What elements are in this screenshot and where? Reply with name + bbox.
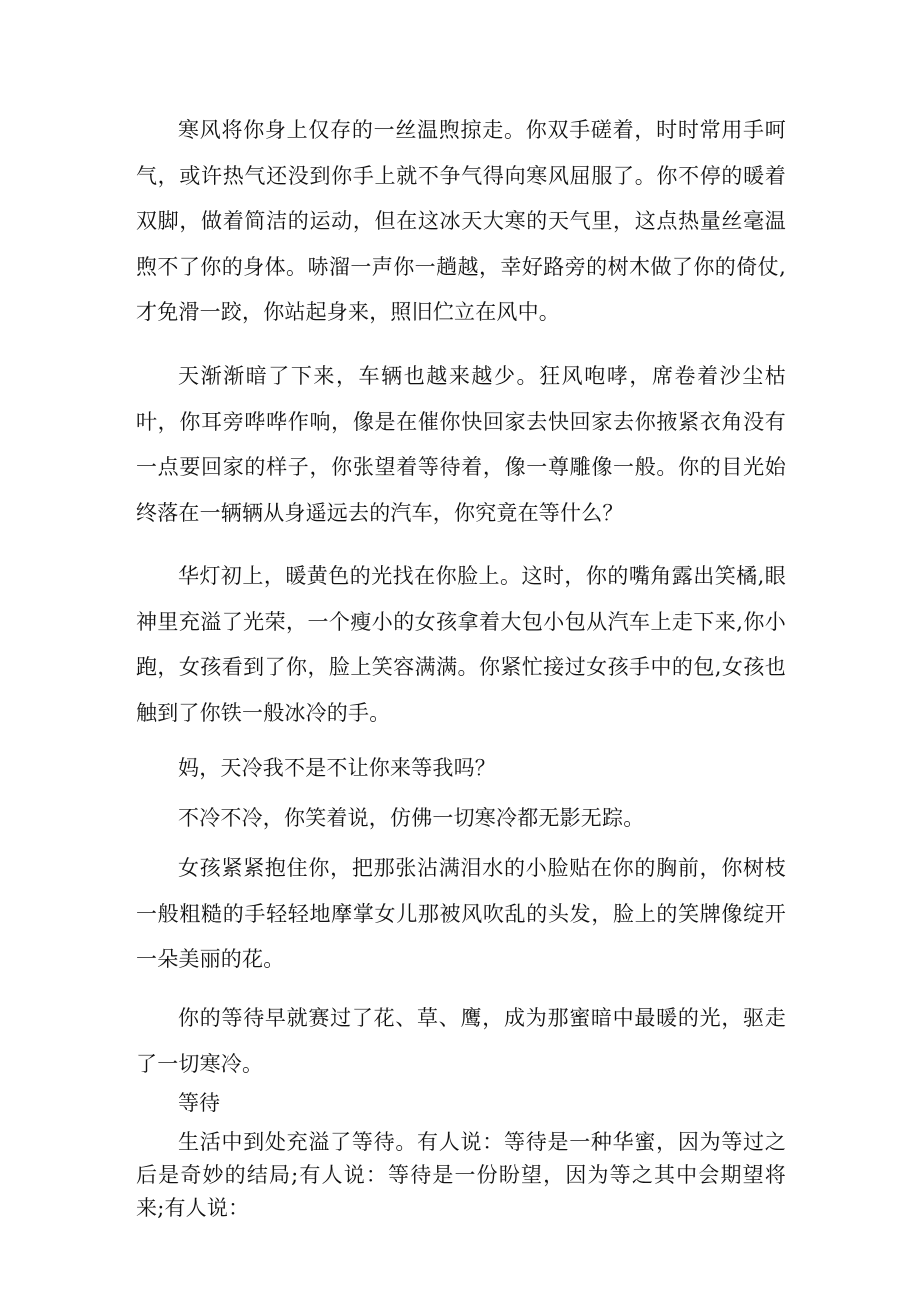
paragraph-1: 寒风将你身上仅存的一丝温煦掠走。你双手磋着，时时常用手呵气，或许热气还没到你手上就不争气得向寒风屈服了。你不停的暖着双脚，做着简洁的运动，但在这冰天大寒的天气里，这点热量丝毫温煦不了你的身体。哧溜一声你一趟越，幸好路旁的树木做了你的倚仗,才免滑一跤，你站起身来，照旧伫立在风中。 [136, 118, 786, 324]
section-title: 等待 [178, 1091, 220, 1115]
paragraph-4: 妈，天冷我不是不让你来等我吗？ [178, 756, 496, 780]
paragraph-5: 不冷不冷，你笑着说，仿佛一切寒冷都无影无踪。 [178, 806, 645, 830]
paragraph-final: 生活中到处充溢了等待。有人说：等待是一种华蜜，因为等过之后是奇妙的结局;有人说：等待是一份盼望，因为等之其中会期望将来;有人说： [136, 1130, 786, 1220]
paragraph-7: 你的等待早就赛过了花、草、鹰，成为那蜜暗中最暖的光，驱走了一切寒冷。 [136, 1006, 786, 1076]
paragraph-2: 天渐渐暗了下来，车辆也越来越少。狂风咆哮，席卷着沙尘枯叶，你耳旁哗哗作响，像是在催你快回家去快回家去你掖紧衣角没有一点要回家的样子，你张望着等待着，像一尊雕像一般。你的目光始终落在一辆辆从身遥远去的汽车，你究竟在等什么？ [136, 364, 786, 525]
paragraph-6: 女孩紧紧抱住你，把那张沾满泪水的小脸贴在你的胸前，你树枝一般粗糙的手轻轻地摩掌女儿那被风吹乱的头发，脸上的笑牌像绽开一朵美丽的花。 [136, 856, 786, 971]
paragraph-3: 华灯初上，暖黄色的光找在你脸上。这时，你的嘴角露出笑橘,眼神里充溢了光荣，一个瘦小的女孩拿着大包小包从汽车上走下来,你小跑，女孩看到了你，脸上笑容满满。你紧忙接过女孩手中的包,女孩也触到了你铁一般冰冷的手。 [136, 564, 786, 725]
